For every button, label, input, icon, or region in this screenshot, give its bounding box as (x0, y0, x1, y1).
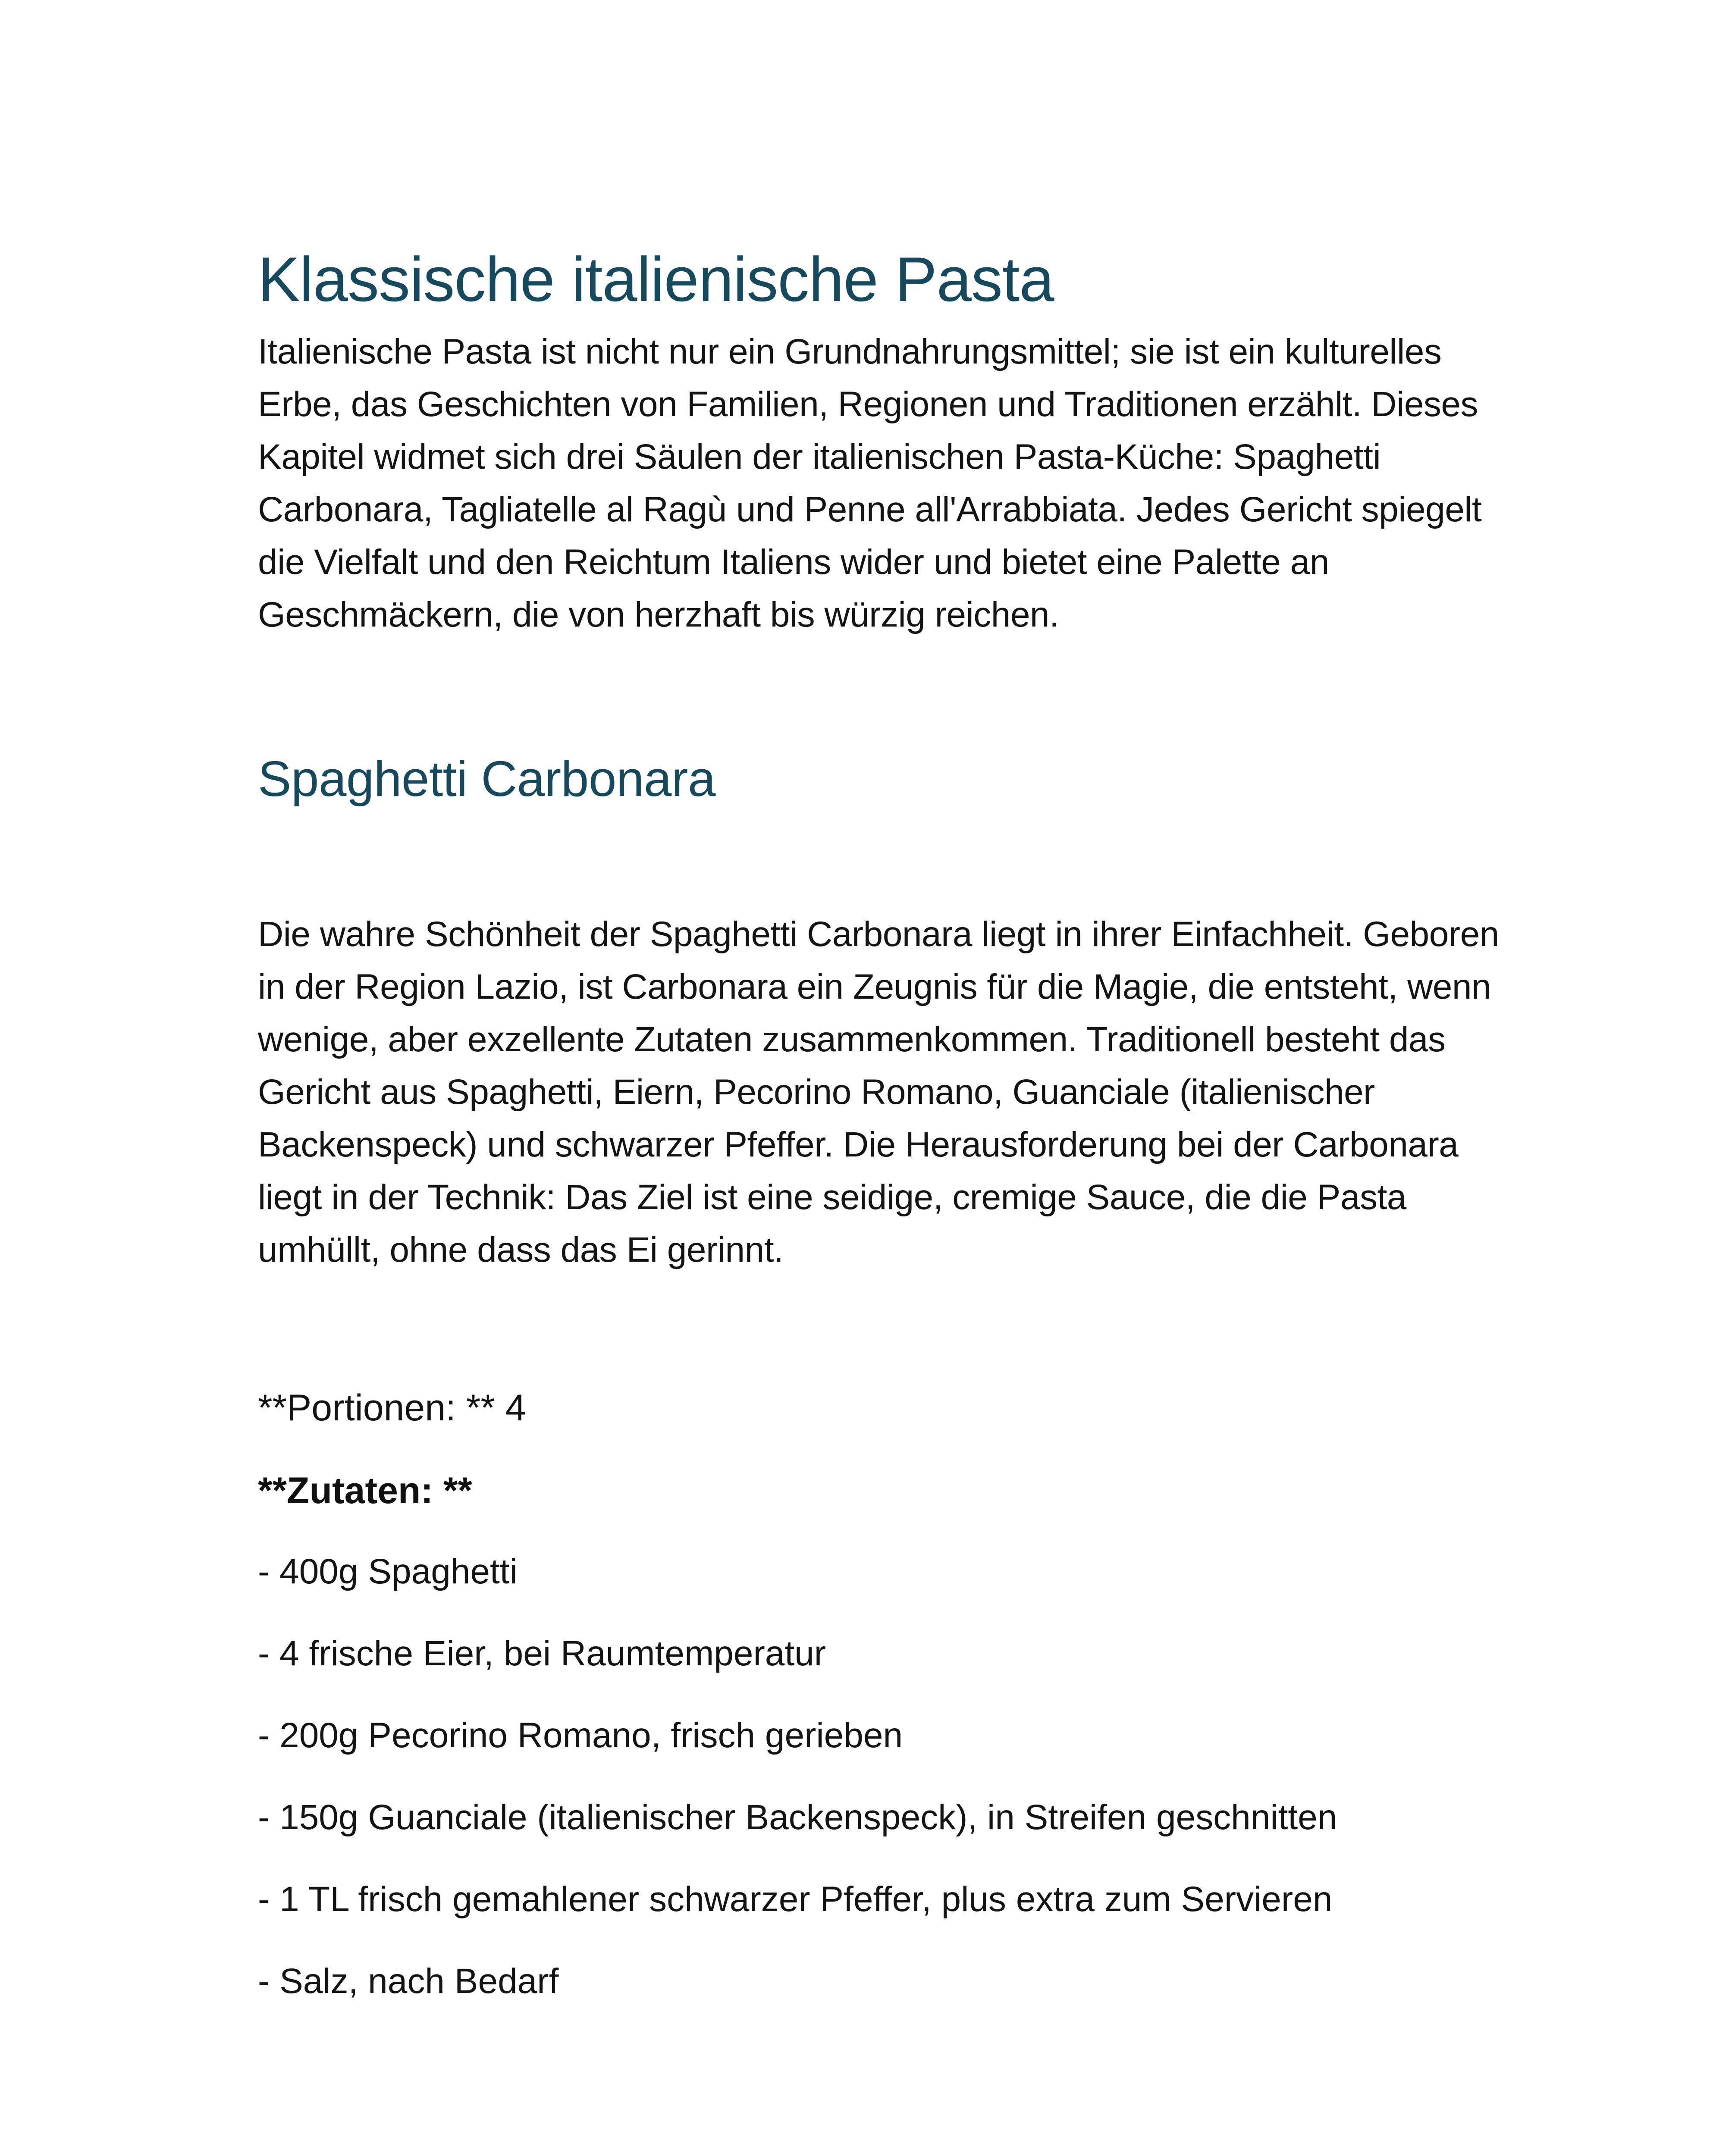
ingredient-item: - Salz, nach Bedarf (258, 1961, 559, 2001)
ingredient-item: - 150g Guanciale (italienischer Backenspeck), in Streifen geschnitten (258, 1797, 1337, 1837)
section-title: Spaghetti Carbonara (258, 751, 716, 807)
ingredient-item: - 4 frische Eier, bei Raumtemperatur (258, 1633, 826, 1673)
ingredient-list (258, 1548, 1509, 2005)
ingredient-item: - 200g Pecorino Romano, frisch gerieben (258, 1715, 903, 1755)
ingredients-heading: **Zutaten: ** (258, 1470, 472, 1512)
intro-paragraph: Italienische Pasta ist nicht nur ein Grundnahrungsmittel; sie ist ein kulturelles Erbe, das Geschichten von Familien, Regionen und Traditionen erzählt. Dieses Kapitel widmet sich drei Säulen der italienischen Pasta-Küche: Spaghetti Carbonara, Tagliatelle al Ragù und Penne all'Arrabbiata. Jedes Gericht spiegelt die Vielfalt und den Reichtum Italiens wider und bietet eine Palette an Geschmäckern, die von herzhaft bis würzig reichen. (258, 332, 1482, 635)
ingredient-item: - 400g Spaghetti (258, 1551, 518, 1591)
servings-line: **Portionen: ** 4 (258, 1387, 526, 1429)
page-content (258, 241, 1509, 2040)
chapter-title: Klassische italienische Pasta (258, 244, 1054, 314)
ingredient-item: - 1 TL frisch gemahlener schwarzer Pfeffer, plus extra zum Servieren (258, 1879, 1333, 1919)
section-paragraph: Die wahre Schönheit der Spaghetti Carbonara liegt in ihrer Einfachheit. Geboren in der Region Lazio, ist Carbonara ein Zeugnis für die Magie, die entsteht, wenn wenige, aber exzellente Zutaten zusammenkommen. Traditionell besteht das Gericht aus Spaghetti, Eiern, Pecorino Romano, Guanciale (italienischer Backenspeck) und schwarzer Pfeffer. Die Herausforderung bei der Carbonara liegt in der Technik: Das Ziel ist eine seidige, cremige Sauce, die die Pasta umhüllt, ohne dass das Ei gerinnt. (258, 915, 1499, 1270)
